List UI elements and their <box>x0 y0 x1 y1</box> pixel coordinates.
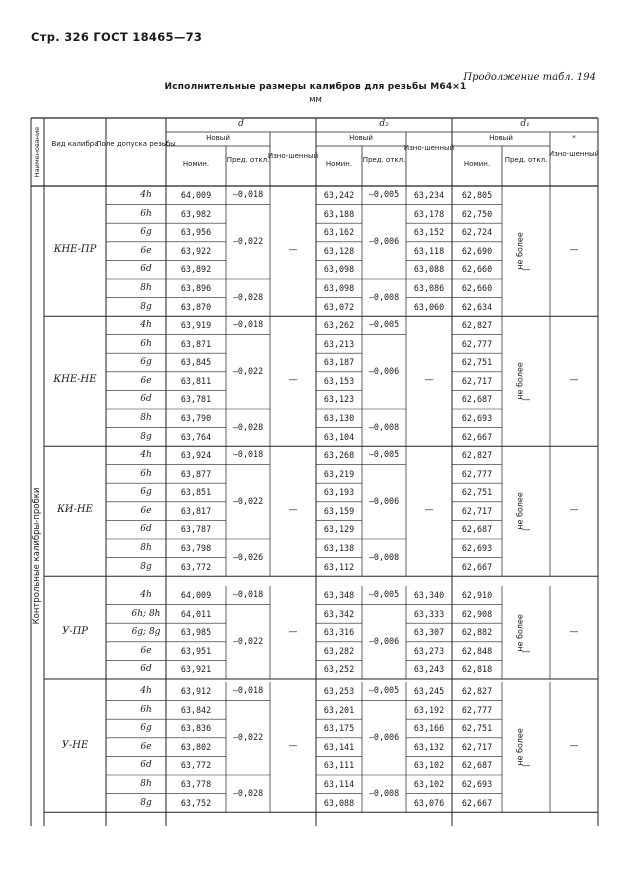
d-nomin: 63,922 <box>180 245 212 256</box>
d2-pred-otkl: —0,005 <box>368 449 400 460</box>
d-nomin: 63,836 <box>180 723 212 734</box>
d2-pred-otkl: —0,006 <box>368 635 400 646</box>
d-nomin: 63,811 <box>180 375 212 386</box>
pole-dopuska: 6d <box>140 264 152 275</box>
d1-nomin: 62,724 <box>461 227 493 238</box>
pole-dopuska: 8h <box>140 543 152 553</box>
pole-dopuska: 8h <box>140 283 152 293</box>
d-nomin: 63,951 <box>180 645 212 656</box>
d2-nomin: 63,188 <box>323 208 355 219</box>
d2-nomin: 63,098 <box>323 283 355 293</box>
pole-dopuska: 4h <box>140 320 152 330</box>
d-iznoshennyi-dash: — <box>288 741 298 752</box>
d-nomin: 63,896 <box>180 283 212 293</box>
kalibr-name: У-НЕ <box>61 740 89 752</box>
d-pred-otkl: —0,022 <box>232 495 264 506</box>
d-pred-otkl: —0,022 <box>232 235 264 246</box>
d2-nomin: 63,128 <box>323 245 355 256</box>
page-header: Стр. 326 ГОСТ 18465—73 <box>31 30 203 44</box>
d1-nomin: 62,687 <box>461 394 493 405</box>
d2-nomin: 63,268 <box>323 450 355 460</box>
d2-pred-otkl: —0,005 <box>368 319 400 330</box>
d-iznoshennyi-dash: — <box>288 626 298 637</box>
table-continuation-label: Продолжение табл. 194 <box>463 72 596 83</box>
pole-dopuska: 6g <box>140 227 152 238</box>
d-nomin: 63,787 <box>180 524 212 535</box>
pole-dopuska: 6e <box>140 741 152 752</box>
d-pred-otkl: —0,018 <box>232 319 264 330</box>
d1-nomin: 62,690 <box>461 245 493 256</box>
d2-nomin: 63,141 <box>323 741 355 752</box>
ne-bolee-label: не более <box>515 613 525 652</box>
pole-dopuska: 6h <box>140 704 152 715</box>
d-nomin: 64,009 <box>180 190 212 200</box>
pole-dopuska: 4h <box>140 450 152 460</box>
d-iznoshennyi-dash: — <box>288 375 298 386</box>
d-pred-otkl: —0,022 <box>232 365 264 376</box>
d1-nomin: 62,693 <box>461 779 493 789</box>
d2-iznoshennyi: 63,178 <box>413 208 445 219</box>
d1-nomin: 62,750 <box>461 208 493 219</box>
d-nomin: 63,842 <box>180 704 212 715</box>
d2-nomin: 63,111 <box>323 760 355 771</box>
d2-pred-otkl: —0,008 <box>368 551 400 562</box>
d-nomin: 63,764 <box>180 431 212 442</box>
pole-dopuska: 6d <box>140 394 152 405</box>
table-title: Исполнительные размеры калибров для резьбы М64×1 <box>164 82 467 92</box>
d-nomin: 63,817 <box>180 505 212 516</box>
d2-iznoshennyi: 63,076 <box>413 797 445 808</box>
header-pred-otkl-d1: Пред. откл. <box>504 156 548 164</box>
pole-dopuska: 6d <box>140 664 152 675</box>
header-novyi-d: Новый <box>206 134 230 142</box>
d2-nomin: 63,129 <box>323 524 355 535</box>
d-nomin: 63,845 <box>180 357 212 368</box>
d2-nomin: 63,282 <box>323 645 355 656</box>
d1-nomin: 62,751 <box>461 357 493 368</box>
d-nomin: 63,982 <box>180 208 212 219</box>
d1-nomin: 62,827 <box>461 686 493 696</box>
header-iznoshennyi-d1: Изно-шенный <box>548 150 600 158</box>
pole-dopuska: 6g <box>140 487 152 498</box>
group-kontrolnye-kalibry: Контрольные калибры-пробки <box>32 487 42 625</box>
pole-dopuska: 4h <box>140 190 152 200</box>
d-nomin: 63,752 <box>180 797 212 808</box>
d1-nomin: 62,751 <box>461 723 493 734</box>
d2-iznoshennyi: 63,333 <box>413 608 445 619</box>
d2-iznoshennyi: 63,102 <box>413 760 445 771</box>
d1-nomin: 62,667 <box>461 797 493 808</box>
d-nomin: 63,870 <box>180 301 212 312</box>
pole-dopuska: 6e <box>140 645 152 656</box>
d-pred-otkl: —0,028 <box>232 421 264 432</box>
d-pred-otkl: —0,018 <box>232 685 264 696</box>
pole-dopuska: 6e <box>140 375 152 386</box>
d2-pred-otkl: —0,006 <box>368 235 400 246</box>
header-naimenovanie: Наименование <box>33 126 41 178</box>
header-iznoshennyi-d: Изно-шенный <box>267 152 319 160</box>
pole-dopuska: 6e <box>140 505 152 516</box>
d-pred-otkl: —0,018 <box>232 189 264 200</box>
kalibr-name: КИ-НЕ <box>57 504 93 516</box>
d2-iznoshennyi: 63,060 <box>413 301 445 312</box>
d2-nomin: 63,262 <box>323 320 355 330</box>
d-nomin: 63,772 <box>180 760 212 771</box>
d1-nomin: 62,818 <box>461 664 493 675</box>
d2-nomin: 63,159 <box>323 505 355 516</box>
d1-nomin: 62,827 <box>461 450 493 460</box>
d1-nomin: 62,805 <box>461 190 493 200</box>
d-iznoshennyi-dash: — <box>288 505 298 516</box>
d2-nomin: 63,175 <box>323 723 355 734</box>
d-nomin: 63,778 <box>180 779 212 789</box>
d-pred-otkl: —0,028 <box>232 291 264 302</box>
d2-iznoshennyi: 63,307 <box>413 627 445 638</box>
d2-nomin: 63,130 <box>323 413 355 423</box>
d-pred-otkl: —0,022 <box>232 731 264 742</box>
d1-iznoshennyi-dash: — <box>569 245 579 256</box>
pole-dopuska: 8h <box>140 413 152 423</box>
pole-dopuska: 6d <box>140 524 152 535</box>
d1-nomin: 62,882 <box>461 627 493 638</box>
header-d2: d₂ <box>379 119 389 129</box>
d1-nomin: 62,908 <box>461 608 493 619</box>
header-nomin-d1: Номин. <box>463 160 491 168</box>
d-pred-otkl: —0,018 <box>232 449 264 460</box>
d1-iznoshennyi-dash: — <box>569 505 579 516</box>
d1-nomin: 62,687 <box>461 524 493 535</box>
d1-nomin: 62,777 <box>461 468 493 479</box>
pole-dopuska: 8g <box>140 561 152 572</box>
kalibr-name: КНЕ-ПР <box>53 244 97 256</box>
d2-iznoshennyi-dash: — <box>424 375 434 386</box>
header-vid-kalibra: Вид калибра <box>51 140 99 148</box>
header-pred-otkl-d2: Пред. откл. <box>362 156 406 164</box>
header-novyi-d1: Новый <box>489 134 513 142</box>
d1-nomin: 62,751 <box>461 487 493 498</box>
d2-pred-otkl: —0,005 <box>368 589 400 600</box>
header-iznoshennyi-d2: Изно-шенный <box>403 144 455 152</box>
header-pred-otkl-d: Пред. откл. <box>226 156 270 164</box>
pole-dopuska: 6d <box>140 760 152 771</box>
d2-pred-otkl: —0,008 <box>368 291 400 302</box>
kalibr-name: КНЕ-НЕ <box>53 374 97 386</box>
d-nomin: 63,802 <box>180 741 212 752</box>
d1-pred-otkl-dash: — <box>521 395 531 406</box>
d1-nomin: 62,827 <box>461 320 493 330</box>
d1-iznoshennyi-dash: — <box>569 741 579 752</box>
d2-nomin: 63,153 <box>323 375 355 386</box>
d2-nomin: 63,104 <box>323 431 355 442</box>
pole-dopuska: 6h <box>140 468 152 479</box>
d-pred-otkl: —0,026 <box>232 551 264 562</box>
pole-dopuska: 8g <box>140 301 152 312</box>
d2-iznoshennyi: 63,086 <box>413 283 445 293</box>
d-nomin: 64,011 <box>180 608 212 619</box>
header-pole-dopuska: Поле допуска резьбы <box>96 140 176 148</box>
d-nomin: 63,956 <box>180 227 212 238</box>
d1-nomin: 62,687 <box>461 760 493 771</box>
d1-pred-otkl-dash: — <box>521 265 531 276</box>
d1-iznoshennyi-dash: — <box>569 626 579 637</box>
pole-dopuska: 6e <box>140 245 152 256</box>
d-nomin: 63,924 <box>180 450 212 460</box>
table-unit: мм <box>309 95 322 105</box>
d2-pred-otkl: —0,005 <box>368 189 400 200</box>
d2-nomin: 63,342 <box>323 608 355 619</box>
d2-iznoshennyi: 63,273 <box>413 645 445 656</box>
d2-iznoshennyi: 63,234 <box>413 190 445 200</box>
pole-dopuska: 8h <box>140 779 152 789</box>
d-nomin: 63,877 <box>180 468 212 479</box>
pole-dopuska: 6g <box>140 723 152 734</box>
header-novyi-d2: Новый <box>349 134 373 142</box>
d1-nomin: 62,777 <box>461 704 493 715</box>
pole-dopuska: 6h <box>140 338 152 349</box>
kalibr-name: У-ПР <box>61 625 89 637</box>
d-nomin: 63,851 <box>180 487 212 498</box>
pole-dopuska: 6g; 8g <box>131 627 161 638</box>
d-pred-otkl: —0,028 <box>232 787 264 798</box>
d2-nomin: 63,112 <box>323 561 355 572</box>
d2-iznoshennyi: 63,152 <box>413 227 445 238</box>
d2-iznoshennyi: 63,192 <box>413 704 445 715</box>
d2-iznoshennyi: 63,118 <box>413 245 445 256</box>
pole-dopuska: 8g <box>140 797 152 808</box>
d-nomin: 63,871 <box>180 338 212 349</box>
d1-nomin: 62,717 <box>461 741 493 752</box>
d2-nomin: 63,213 <box>323 338 355 349</box>
ne-bolee-label: не более <box>515 232 525 270</box>
d1-nomin: 62,777 <box>461 338 493 349</box>
pole-dopuska: 6h <box>140 208 152 219</box>
d-nomin: 63,919 <box>180 320 212 330</box>
d2-nomin: 63,098 <box>323 264 355 275</box>
pole-dopuska: 8g <box>140 431 152 442</box>
d1-nomin: 62,693 <box>461 543 493 553</box>
d1-nomin: 62,693 <box>461 413 493 423</box>
d2-pred-otkl: —0,005 <box>368 685 400 696</box>
d-nomin: 63,772 <box>180 561 212 572</box>
d1-iznoshennyi-dash: — <box>569 375 579 386</box>
d-nomin: 63,892 <box>180 264 212 275</box>
d2-pred-otkl: —0,008 <box>368 787 400 798</box>
d1-nomin: 62,660 <box>461 283 493 293</box>
d2-nomin: 63,253 <box>323 686 355 696</box>
d2-iznoshennyi: 63,166 <box>413 723 445 734</box>
d-iznoshennyi-dash: — <box>288 245 298 256</box>
d-nomin: 64,009 <box>180 590 212 600</box>
d1-pred-otkl-dash: — <box>521 525 531 536</box>
d2-iznoshennyi: 63,243 <box>413 664 445 675</box>
d2-nomin: 63,219 <box>323 468 355 479</box>
d1-nomin: 62,848 <box>461 645 493 656</box>
d2-nomin: 63,242 <box>323 190 355 200</box>
d2-iznoshennyi: 63,088 <box>413 264 445 275</box>
d-nomin: 63,921 <box>180 664 212 675</box>
d1-nomin: 62,910 <box>461 590 493 600</box>
d1-nomin: 62,660 <box>461 264 493 275</box>
header-nomin-d2: Номин. <box>325 160 353 168</box>
header-star: * <box>572 134 576 142</box>
header-d: d <box>238 119 244 129</box>
d-nomin: 63,790 <box>180 413 212 423</box>
d2-nomin: 63,162 <box>323 227 355 238</box>
header-d1: d₁ <box>520 119 530 129</box>
d2-nomin: 63,123 <box>323 394 355 405</box>
d1-pred-otkl-dash: — <box>521 761 531 772</box>
d2-nomin: 63,088 <box>323 797 355 808</box>
d2-iznoshennyi: 63,102 <box>413 779 445 789</box>
d2-iznoshennyi: 63,132 <box>413 741 445 752</box>
d2-pred-otkl: —0,006 <box>368 365 400 376</box>
d1-nomin: 62,667 <box>461 431 493 442</box>
ne-bolee-label: не более <box>515 362 525 400</box>
d1-pred-otkl-dash: — <box>521 646 531 657</box>
d1-nomin: 62,667 <box>461 561 493 572</box>
d2-iznoshennyi-dash: — <box>424 505 434 516</box>
d-pred-otkl: —0,018 <box>232 589 264 600</box>
d2-nomin: 63,348 <box>323 590 355 600</box>
d-nomin: 63,798 <box>180 543 212 553</box>
d2-pred-otkl: —0,006 <box>368 495 400 506</box>
d2-nomin: 63,114 <box>323 779 355 789</box>
pole-dopuska: 4h <box>140 686 152 696</box>
d2-nomin: 63,252 <box>323 664 355 675</box>
d2-iznoshennyi: 63,245 <box>413 686 445 696</box>
d2-nomin: 63,316 <box>323 627 355 638</box>
d2-nomin: 63,193 <box>323 487 355 498</box>
d-pred-otkl: —0,022 <box>232 635 264 646</box>
d-nomin: 63,781 <box>180 394 212 405</box>
d2-nomin: 63,201 <box>323 704 355 715</box>
d-nomin: 63,985 <box>180 627 212 638</box>
d2-nomin: 63,072 <box>323 301 355 312</box>
d2-nomin: 63,187 <box>323 357 355 368</box>
d2-iznoshennyi: 63,340 <box>413 590 445 600</box>
d2-nomin: 63,138 <box>323 543 355 553</box>
pole-dopuska: 4h <box>140 590 152 600</box>
d1-nomin: 62,717 <box>461 375 493 386</box>
d2-pred-otkl: —0,006 <box>368 731 400 742</box>
header-nomin-d: Номин. <box>182 160 210 168</box>
ne-bolee-label: не более <box>515 728 525 766</box>
d-nomin: 63,912 <box>180 686 212 696</box>
pole-dopuska: 6h; 8h <box>131 608 161 619</box>
d1-nomin: 62,634 <box>461 301 493 312</box>
pole-dopuska: 6g <box>140 357 152 368</box>
d2-pred-otkl: —0,008 <box>368 421 400 432</box>
ne-bolee-label: не более <box>515 492 525 530</box>
d1-nomin: 62,717 <box>461 505 493 516</box>
